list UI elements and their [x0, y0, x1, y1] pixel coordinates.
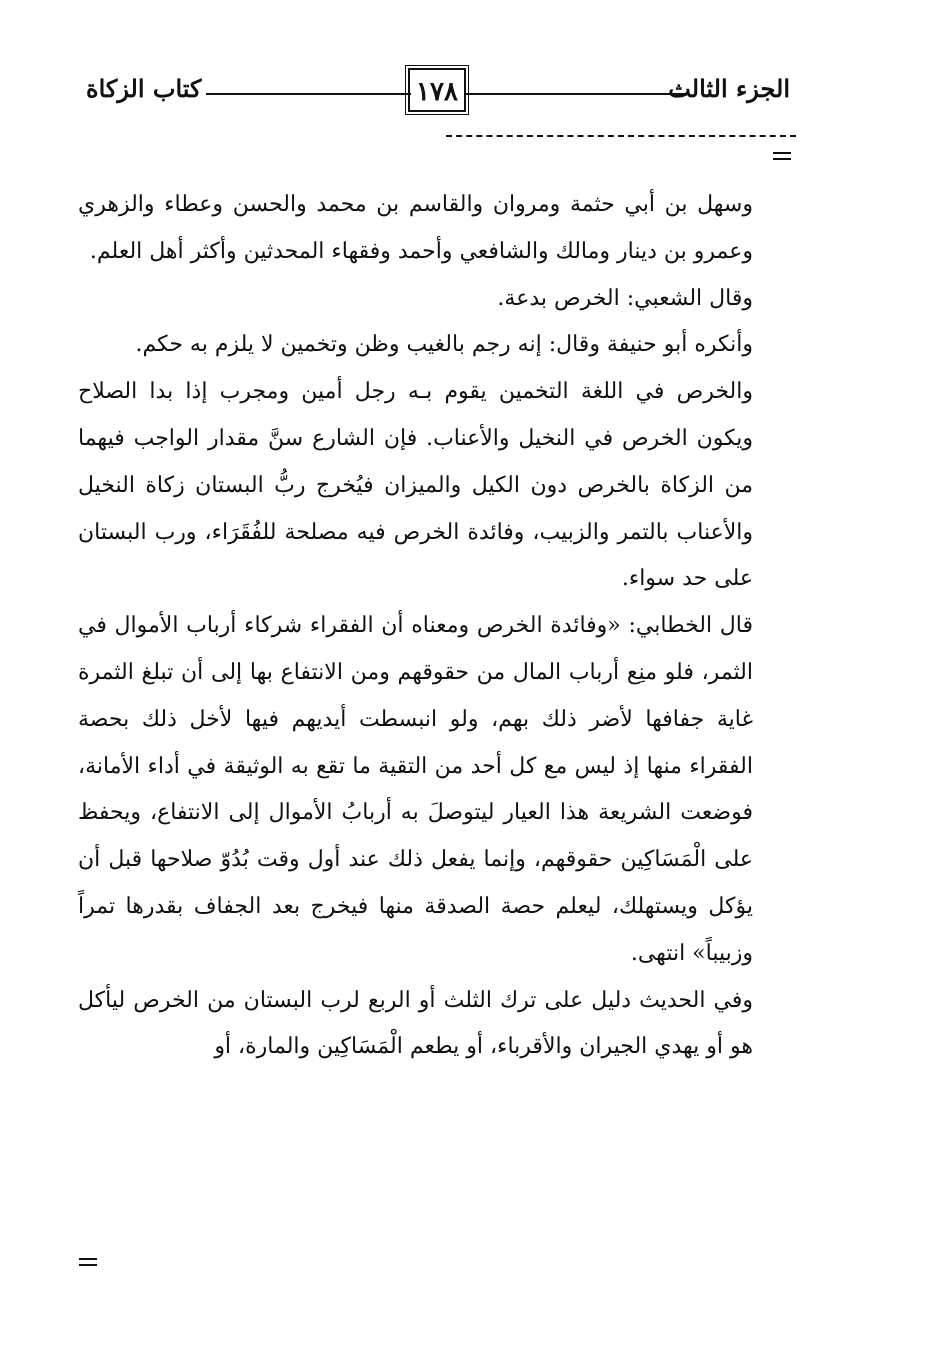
continuation-mark-top	[773, 152, 791, 160]
paragraph: وفي الحديث دليل على ترك الثلث أو الربع لرب البستان من الخرص ليأكل هو أو يهدي الجيران والأقرباء، أو يطعم الْمَسَاكِين والمارة، أو	[78, 987, 753, 1060]
chapter-title: كتاب الزكاة	[86, 74, 202, 103]
paragraph: قال الخطابي: «وفائدة الخرص ومعناه أن الفقراء شركاء أرباب الأموال في الثمر، فلو منِع أرباب المال من حقوقهم ومن الانتفاع بها إلى أن تبلغ الثمرة غاية جفافها لأضر ذلك بهم، ولو انبسطت أيديهم فيها لأخل ذلك بحصة الفقراء منها إذ ليس مع كل أحد من التقية ما تقع به الوثيقة في أداء الأمانة، فوضعت الشريعة هذا العيار ليتوصلَ به أربابُ الأموال إلى الانتفاع، ويحفظ على الْمَسَاكِين حقوقهم، وإنما يفعل ذلك عند أول وقت بُدُوّ صلاحها قبل أن يؤكل ويستهلك، ليعلم حصة الصدقة منها فيخرج بعد الجفاف بقدرها تمراً وزبيباً» انتهى.	[78, 613, 753, 966]
paragraph: وسهل بن أبي حثمة ومروان والقاسم بن محمد والحسن وعطاء والزهري وعمرو بن دينار ومالك والشافعي وأحمد وفقهاء المحدثين وأكثر أهل العلم.	[78, 192, 753, 264]
volume-title: الجزء الثالث	[668, 74, 790, 103]
header-rule-right	[464, 93, 689, 95]
paragraph: وقال الشعبي: الخرص بدعة.	[497, 285, 753, 311]
page-header	[80, 68, 800, 118]
body-text	[78, 182, 753, 1071]
paragraph: والخرص في اللغة التخمين يقوم بـه رجل أمين ومجرب إذا بدا الصلاح ويكون الخرص في النخيل والأعناب. فإن الشارع سنَّ مقدار الواجب فيهما من الزكاة بالخرص دون الكيل والميزان فيُخرج ربُّ البستان زكاة النخيل والأعناب بالتمر والزبيب، وفائدة الخرص فيه مصلحة للفُقَرَاء، ورب البستان على حد سواء.	[78, 379, 753, 592]
header-rule-left	[206, 93, 411, 95]
continuation-mark-bottom	[79, 1258, 97, 1266]
paragraph: وأنكره أبو حنيفة وقال: إنه رجم بالغيب وظن وتخمين لا يلزم به حكم.	[135, 332, 753, 358]
page-number: ١٧٨	[408, 68, 466, 112]
footnote-separator	[446, 135, 796, 137]
